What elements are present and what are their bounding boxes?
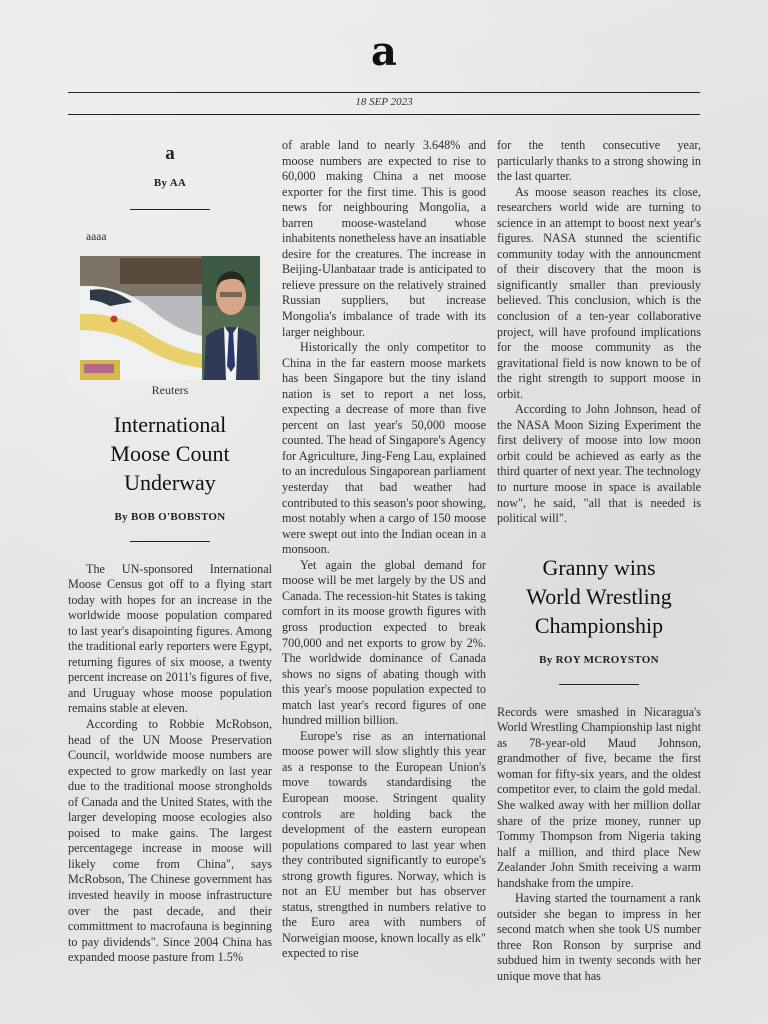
masthead-logo bbox=[0, 28, 768, 76]
article-paragraph: According to John Johnson, head of the NASA Moon Sizing Experiment the first delivery of moose into low moon orbit could be achieved as early as the third quarter of next year. The technology to nurture moose in space is available now", he said, "all that is needed is political will". bbox=[497, 402, 701, 526]
teaser-photo bbox=[80, 256, 260, 380]
dateline: 18 SEP 2023 bbox=[355, 96, 413, 108]
article2-headline-line: Championship bbox=[534, 612, 664, 638]
train-and-man-image bbox=[80, 256, 260, 380]
column-1 bbox=[68, 138, 272, 966]
article1-col2-text bbox=[282, 138, 486, 962]
masthead-top-rule bbox=[68, 92, 700, 93]
article1-headline-line: International bbox=[113, 411, 227, 437]
masthead-bottom-rule bbox=[68, 114, 700, 115]
article1-headline-line: Underway bbox=[124, 469, 216, 495]
article1-byline: By BOB O'BOBSTON bbox=[114, 510, 226, 523]
teaser-text: aaaa bbox=[86, 231, 107, 243]
article1-headline bbox=[68, 410, 272, 497]
article2-byline: By ROY MCROYSTON bbox=[539, 653, 659, 666]
article-paragraph: Historically the only competitor to China in the far eastern moose markets has been Singapore but the tiny island nation is set to report a net loss, expecting a decrease of more than five percent on last year's 50,000 moose counted. The head of Singapore's Agency for Agriculture, Jing-Feng Lau, explained to an incredulous Singaporean parliament yesterday that bad weather had contributed to this season's poor showing, most notably when a cargo of 150 moose were swept out into the Indian ocean in a monsoon. bbox=[282, 340, 486, 557]
article-paragraph: Europe's rise as an international moose power will slow slightly this year as a response to the European Union's move towards standardising the European moose. Stringent quality controls are holding back the development of the eastern european populations compared to last year when they contributed significantly to europe's strong growth figures. Norway, which is not an EU member but has observer status, strengthed in numbers relative to the Euro area with numbers of Norweigian moose, known locally as elk" expected to rise bbox=[282, 728, 486, 961]
article-paragraph: Records were smashed in Nicaragua's World Wrestling Championship last night as 78-year-old Maud Johnson, grandmother of five, became the first woman for fifty-six years, and the oldest competitor ever, to claim the gold medal. She walked away with her million dollar share of the prize money, runner up Tommy Thompson from Nigeria taking half a million, and third place New Zealander John Smith receiving a warm handshake from the umpire. bbox=[497, 704, 701, 890]
article2-headline-line: Granny wins bbox=[542, 554, 656, 580]
article-paragraph: Yet again the global demand for moose will be met largely by the US and Canada. The recession-hit States is taking comfort in its moose growth figures with gross production expected to break 700,000 and net exports to grow by 2%. The worldwide dominance of Canada shows no signs of abating though with this year's moose population expected to match last year's record figures of one hundred million billion. bbox=[282, 557, 486, 728]
article-paragraph: As moose season reaches its close, researchers world wide are turning to science in an attempt to boost next year's figures. NASA stunned the scientific community today with the announcment of their discovery that the moon is significantly smaller than previously believed. This conclusion, which is the conclusion of a ten-year collaborative project, will have profound implications for the moose community as the gravitational field is now known to be of the right strength to support moose in orbit. bbox=[497, 184, 701, 401]
article-paragraph: According to Robbie McRobson, head of the UN Moose Preservation Council, worldwide moose numbers are expected to grow markedly on last year due to the traditional moose strongholds of Canada and the United States, with the larger developing moose ecologies also poised to make gains. The largest percentagege increase in moose will likely come from China", says McRobson, The Chinese government has invested heavily in moose infrastructure over the past decade, and their committment to macrofauna is beginning to pay dividends". Since 2004 China has expanded moose pasture from 1.5% bbox=[68, 717, 272, 965]
article1-col3-text bbox=[497, 138, 701, 527]
column-3 bbox=[497, 138, 701, 985]
photo-caption: Reuters bbox=[151, 382, 189, 397]
article2-headline bbox=[497, 553, 701, 640]
article-paragraph: Having started the tournament a rank outsider she began to impress in her second match when she took US number three Ron Ronson by surprise and subdued him in twenty seconds with her unique move that has bbox=[497, 891, 701, 983]
article2-text bbox=[497, 705, 701, 985]
teaser-title: a bbox=[165, 143, 175, 164]
article2-headline-line: World Wrestling bbox=[526, 583, 672, 609]
masthead-logo-text: a bbox=[371, 28, 397, 75]
teaser-byline: By AA bbox=[153, 177, 187, 189]
article1-headline-line: Moose Count bbox=[110, 440, 230, 466]
article1-col1-text bbox=[68, 562, 272, 966]
article-paragraph: The UN-sponsored International Moose Census got off to a flying start today with hopes for an increase in the worldwide moose population compared to last year's disapointing figures. Among the traditional early reporters were Egypt, returning figures of six moose, a twenty percent increase on 2011's figures of five, and Uruguay whose moose population remains stable at eleven. bbox=[68, 561, 272, 716]
column-2 bbox=[282, 138, 486, 962]
article-paragraph: of arable land to nearly 3.648% and moose numbers are expected to rise to 60,000 making China a net moose exporter for the first time. This is good news for neighbouring Mongolia, a barren moose-wasteland whose inhabitents nonetheless have an insatiable desire for the creatures. The increase in Beijing-Ulanbataar trade is anticipated to relieve pressure on the relatively strained Russian suppliers, but increase Mongolia's imbalance of trade with its larger neighbour. bbox=[282, 138, 486, 339]
article-paragraph: for the tenth consecutive year, particularly thanks to a strong showing in the last quarter. bbox=[497, 138, 701, 184]
